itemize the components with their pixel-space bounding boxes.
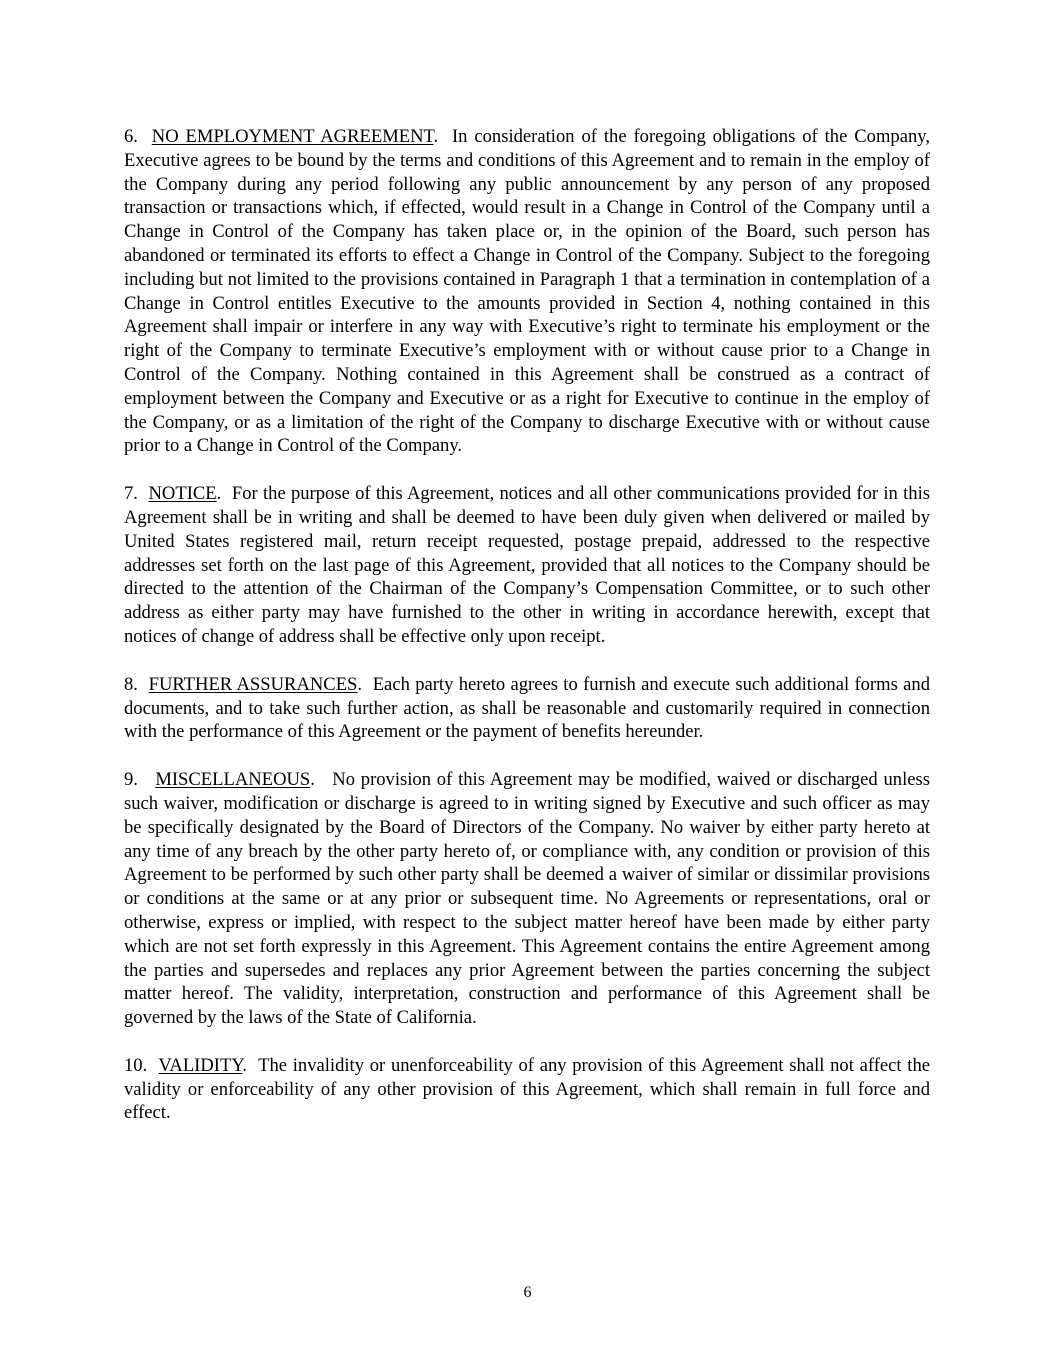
section-heading: NO EMPLOYMENT AGREEMENT	[151, 126, 434, 147]
section-heading: VALIDITY	[158, 1054, 243, 1076]
section-9: 9. MISCELLANEOUS. No provision of this Agreement may be modified, waived or discharged unless such waiver, modification or discharge is agreed to in writing signed by Executive and such officer as may be specifically designated by the Board of Directors of the Company. No waiver by either party hereto at any time of any breach by the other party hereto of, or compliance with, any condition or provision of this Agreement to be performed by such other party shall be deemed a waiver of similar or dissimilar provisions or conditions at the same or at any prior or subsequent time. No Agreements or representations, oral or otherwise, express or implied, with respect to the subject matter hereof have been made by either party which are not set forth expressly in this Agreement. This Agreement contains the entire Agreement among the parties and supersedes and replaces any prior Agreement between the parties concerning the subject matter hereof. The validity, interpretation, construction and performance of this Agreement shall be governed by the laws of the State of California.	[124, 769, 930, 1029]
section-10: 10. VALIDITY. The invalidity or unenforceability of any provision of this Agreement shall not affect the validity or enforceability of any other provision of this Agreement, which shall remain in full force and effect.	[124, 1054, 931, 1124]
section-number: 10.	[124, 1054, 148, 1076]
section-8: 8. FURTHER ASSURANCES. Each party hereto agrees to furnish and execute such additional forms and documents, and to take such further action, as shall be reasonable and customarily required in connection with the performance of this Agreement or the payment of benefits hereunder.	[124, 673, 930, 743]
page-number: 6	[523, 1284, 532, 1301]
section-heading: FURTHER ASSURANCES	[148, 673, 358, 695]
section-number: 8.	[124, 673, 138, 695]
section-number: 7.	[124, 483, 138, 505]
section-6: 6. NO EMPLOYMENT AGREEMENT. In consideration of the foregoing obligations of the Company, Executive agrees to be bound by the terms and conditions of this Agreement and to remain in the employ of the Company during any period following any public announcement by any person of any proposed transaction or transactions which, if effected, would result in a Change in Control of the Company until a Change in Control of the Company has taken place or, in the opinion of the Board, such person has abandoned or terminated its efforts to effect a Change in Control of the Company. Subject to the foregoing including but not limited to the provisions contained in Paragraph 1 that a termination in contemplation of a Change in Control entitles Executive to the amounts provided in Section 4, nothing contained in this Agreement shall impair or interfere in any way with Executive’s right to terminate his employment or the right of the Company to terminate Executive’s employment with or without cause prior to a Change in Control of the Company. Nothing contained in this Agreement shall be construed as a contract of employment between the Company and Executive or as a right for Executive to continue in the employ of the Company, or as a limitation of the right of the Company to discharge Executive with or without cause prior to a Change in Control of the Company.	[124, 126, 931, 457]
section-heading: MISCELLANEOUS	[155, 769, 311, 791]
section-body: In consideration of the foregoing obligations of the Company, Executive agrees to be bound by the terms and conditions of this Agreement and to remain in the employ of the Company during any period following any public announcement by any person of any proposed transaction or transactions which, if effected, would result in a Change in Control of the Company until a Change in Control of the Company has taken place or, in the opinion of the Board, such person has abandoned or terminated its efforts to effect a Change in Control of the Company. Subject to the foregoing including but not limited to the provisions contained in Paragraph 1 that a termination in contemplation of a Change in Control entitles Executive to the amounts provided in Section 4, nothing contained in this Agreement shall impair or interfere in any way with Executive’s right to terminate his employment or the right of the Company to terminate Executive’s employment with or without cause prior to a Change in Control of the Company. Nothing contained in this Agreement shall be construed as a contract of employment between the Company and Executive or as a right for Executive to continue in the employ of the Company, or as a limitation of the right of the Company to discharge Executive with or without cause prior to a Change in Control of the Company.	[124, 126, 931, 457]
section-number: 6.	[124, 126, 138, 147]
section-body: Each party hereto agrees to furnish and execute such additional forms and documents, and to take such further action, as shall be reasonable and customarily required in connection with the performance of this Agreement or the payment of benefits hereunder.	[124, 673, 930, 743]
section-body: The invalidity or unenforceability of any provision of this Agreement shall not affect the validity or enforceability of any other provision of this Agreement, which shall remain in full force and effect.	[124, 1054, 931, 1124]
section-body: No provision of this Agreement may be modified, waived or discharged unless such waiver, modification or discharge is agreed to in writing signed by Executive and such officer as may be specifically designated by the Board of Directors of the Company. No waiver by either party hereto at any time of any breach by the other party hereto of, or compliance with, any condition or provision of this Agreement to be performed by such other party shall be deemed a waiver of similar or dissimilar provisions or conditions at the same or at any prior or subsequent time. No Agreements or representations, oral or otherwise, express or implied, with respect to the subject matter hereof have been made by either party which are not set forth expressly in this Agreement. This Agreement contains the entire Agreement among the parties and supersedes and replaces any prior Agreement between the parties concerning the subject matter hereof. The validity, interpretation, construction and performance of this Agreement shall be governed by the laws of the State of California.	[124, 769, 930, 1029]
section-body: For the purpose of this Agreement, notices and all other communications provided for in this Agreement shall be in writing and shall be deemed to have been duly given when delivered or mailed by United States registered mail, return receipt requested, postage prepaid, addressed to the respective addresses set forth on the last page of this Agreement, provided that all notices to the Company should be directed to the attention of the Chairman of the Company’s Compensation Committee, or to such other address as either party may have furnished to the other in writing in accordance herewith, except that notices of change of address shall be effective only upon receipt.	[124, 483, 930, 647]
section-7: 7. NOTICE. For the purpose of this Agreement, notices and all other communications provided for in this Agreement shall be in writing and shall be deemed to have been duly given when delivered or mailed by United States registered mail, return receipt requested, postage prepaid, addressed to the respective addresses set forth on the last page of this Agreement, provided that all notices to the Company should be directed to the attention of the Chairman of the Company’s Compensation Committee, or to such other address as either party may have furnished to the other in writing in accordance herewith, except that notices of change of address shall be effective only upon receipt.	[124, 483, 930, 647]
section-heading: NOTICE	[148, 483, 217, 505]
section-number: 9.	[124, 769, 138, 791]
document-page	[124, 125, 930, 1149]
